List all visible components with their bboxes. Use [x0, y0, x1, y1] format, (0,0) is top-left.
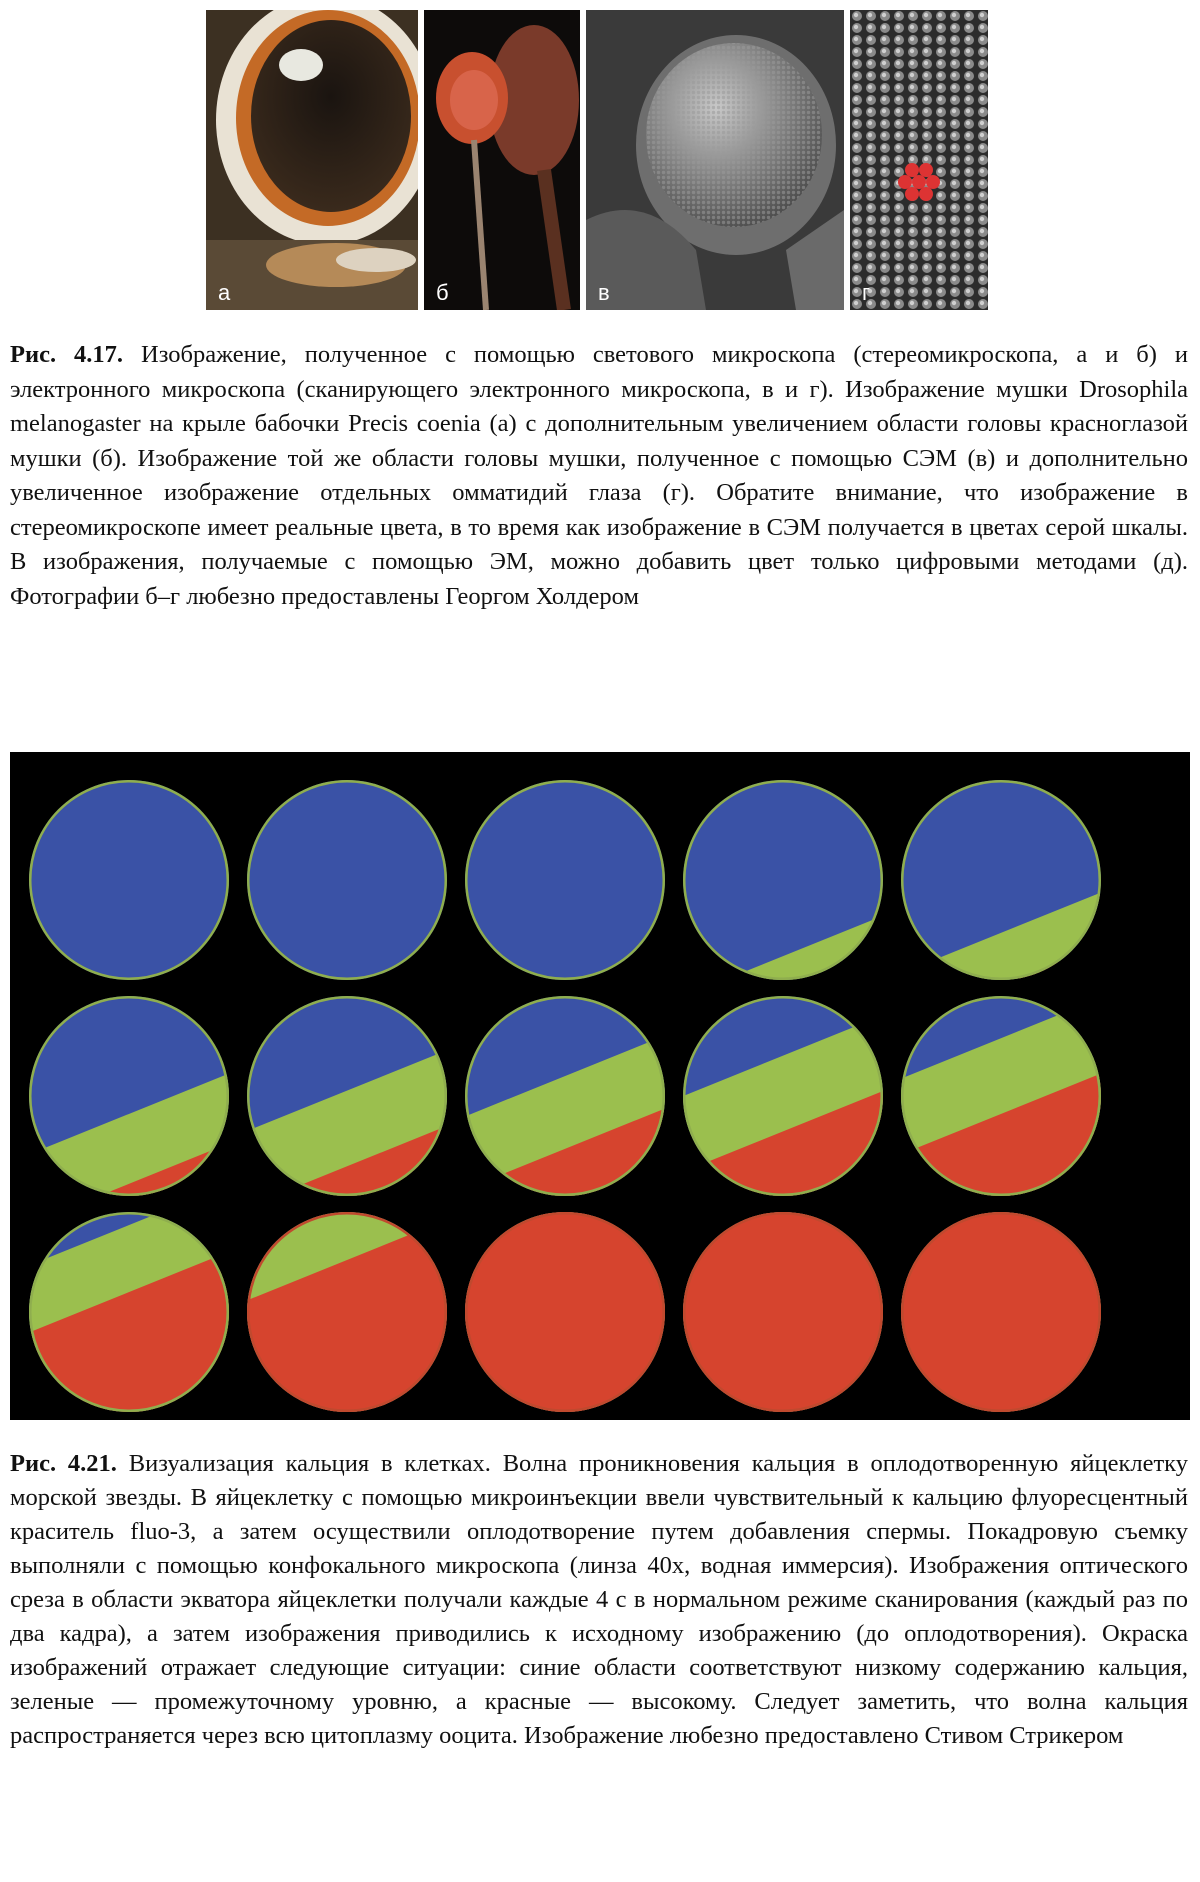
calcium-frame [29, 780, 229, 980]
panel-label-b: б [436, 280, 449, 305]
caption-label-4-17: Рис. 4.17. [10, 341, 124, 368]
panel-label-d: г [862, 280, 871, 305]
caption-label-4-21: Рис. 4.21. [10, 1450, 117, 1477]
calcium-frame [465, 780, 665, 980]
panel-label-c: в [598, 280, 610, 305]
calcium-frame [247, 780, 447, 980]
photo-a-butterfly-fly [206, 10, 418, 310]
calcium-wave-image [10, 752, 1190, 1420]
caption-text-4-17: Изображение, полученное с помощью светового микроскопа (стереомикроскопа, а и б) и электронного микроскопа (сканирующего электронного микроскопа, в и г). Изображение мушки Drosophila melanogaster на крыле бабочки Precis coenia (а) с дополнительным увеличением области головы красноглазой мушки (б). Изображение той же области головы мушки, полученное с помощью СЭМ (в) и дополнительно увеличенное изображение отдельных омматидий глаза (г). Обратите внимание, что изображение в стереомикроскопе имеет реальные цвета, в то время как изображение в СЭМ получается в цветах серой шкалы. В изображения, получаемые с помощью ЭМ, можно добавить цвет только цифровыми методами (д). Фотографии б–г любезно предоставлены Георгом Холдером [10, 341, 1188, 610]
panel-label-a: а [218, 280, 231, 305]
caption-text-4-21: Визуализация кальция в клетках. Волна проникновения кальция в оплодотворенную яйцеклетку морской звезды. В яйцеклетку с помощью микроинъекции ввели чувствительный к кальцию флуоресцентный краситель fluo-3, а затем осуществили оплодотворение путем добавления спермы. Покадровую съемку выполняли с помощью конфокального микроскопа (линза 40х, водная иммерсия). Изображения оптического среза в области экватора яйцеклетки получали каждые 4 с в нормальном режиме сканирования (каждый раз по два кадра), а затем изображения приводились к исходному изображению (до оплодотворения). Окраска изображений отражает следующие ситуации: синие области соответствуют низкому содержанию кальция, зеленые — промежуточному уровню, а красные — высокому. Следует заметить, что волна кальция распространяется через всю цитоплазму ооцита. Изображение любезно предоставлено Стивом Стрикером [10, 1450, 1188, 1749]
figure-4-21-caption [10, 1447, 1188, 1877]
photo-c-sem-fly-head [586, 10, 844, 310]
figure-4-17-caption [10, 338, 1188, 698]
photo-b-fly-head [424, 10, 580, 310]
photo-d-ommatidia [850, 10, 988, 310]
